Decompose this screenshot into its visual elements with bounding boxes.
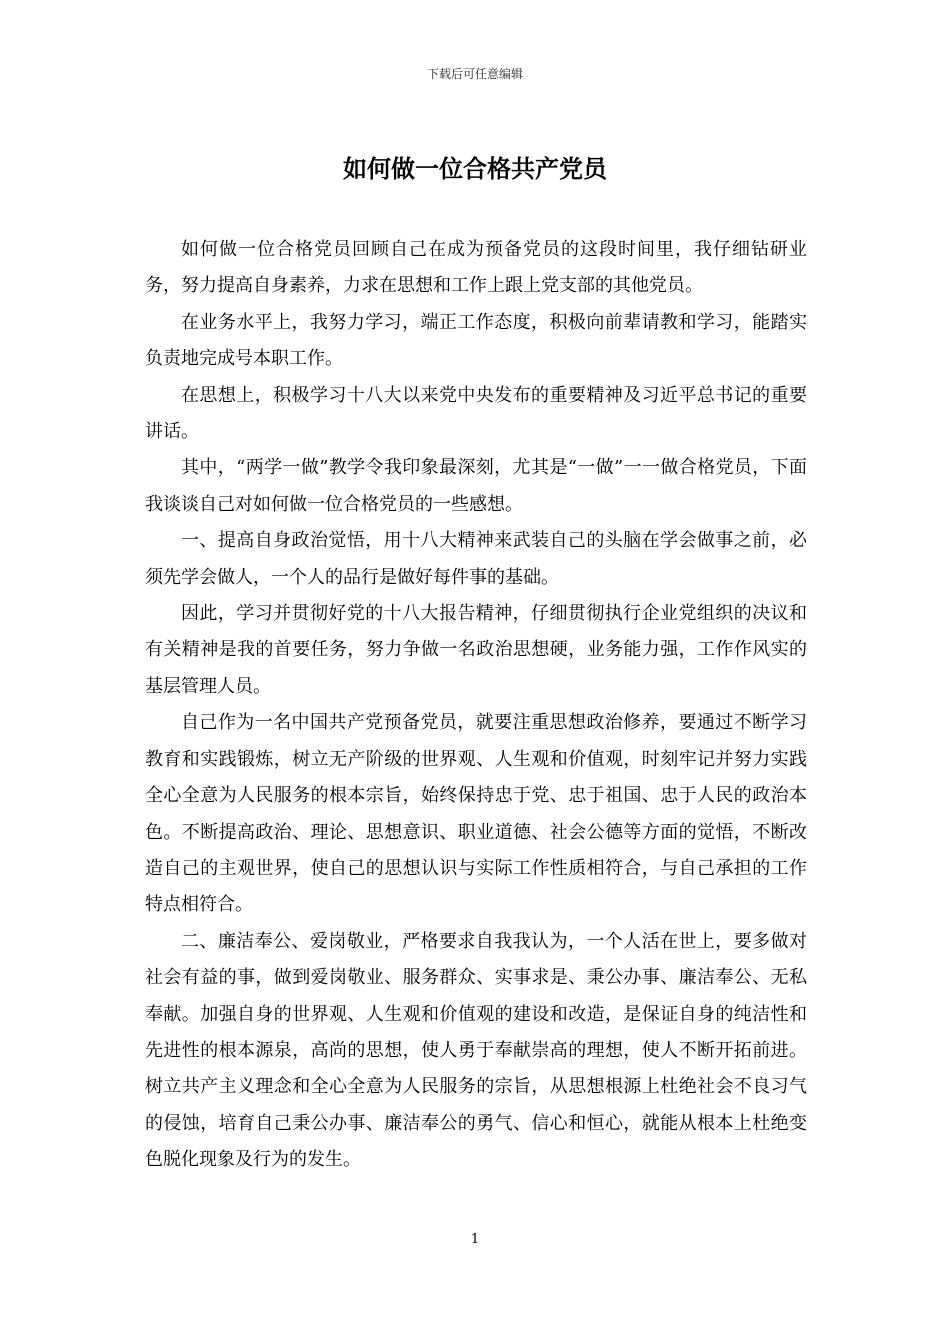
- paragraph-7: 自己作为一名中国共产党预备党员，就要注重思想政治修养，要通过不断学习教育和实践锻炼，树立无产阶级的世界观、人生观和价值观，时刻牢记并努力实践全心全意为人民服务的根本宗旨，始终保持忠于党、忠于祖国、忠于人民的政治本色。不断提高政治、理论、思想意识、职业道德、社会公德等方面的觉悟，不断改造自己的主观世界，使自己的思想认识与实际工作性质相符合，与自己承担的工作特点相符合。: [145, 712, 807, 916]
- paragraph-5: 一、提高自身政治觉悟，用十八大精神来武装自己的头脑在学会做事之前，必须先学会做人，一个人的品行是做好每件事的基础。: [145, 530, 807, 588]
- document-body: [145, 232, 807, 1179]
- paragraph-8: 二、廉洁奉公、爱岗敬业，严格要求自我我认为，一个人活在世上，要多做对社会有益的事，做到爱岗敬业、服务群众、实事求是、秉公办事、廉洁奉公、无私奉献。加强自身的世界观、人生观和价值观的建设和改造，是保证自身的纯洁性和先进性的根本源泉，高尚的思想，使人勇于奉献崇高的理想，使人不断开拓前进。树立共产主义理念和全心全意为人民服务的宗旨，从思想根源上杜绝社会不良习气的侵蚀，培育自己秉公办事、廉洁奉公的勇气、信心和恒心，就能从根本上杜绝变色脱化现象及行为的发生。: [145, 930, 807, 1171]
- page-number: 1: [470, 1232, 480, 1247]
- paragraph-3: 在思想上，积极学习十八大以来党中央发布的重要精神及习近平总书记的重要讲话。: [145, 384, 807, 443]
- paragraph-4: 其中，“两学一做”教学令我印象最深刻，尤其是“一做”一一做合格党员，下面我谈谈自己对如何做一位合格党员的一些感想。: [145, 457, 807, 515]
- paragraph-6: 因此，学习并贯彻好党的十八大报告精神，仔细贯彻执行企业党组织的决议和有关精神是我的首要任务，努力争做一名政治思想硬，业务能力强，工作作风实的基层管理人员。: [145, 603, 807, 697]
- paragraph-2: 在业务水平上，我努力学习，端正工作态度，积极向前辈请教和学习，能踏实负责地完成号本职工作。: [145, 311, 807, 370]
- header-note: 下载后可任意编辑: [426, 67, 523, 81]
- document-title: 如何做一位合格共产党员: [343, 154, 607, 183]
- paragraph-1: 如何做一位合格党员回顾自己在成为预备党员的这段时间里，我仔细钻研业务，努力提高自身素养，力求在思想和工作上跟上党支部的其他党员。: [145, 239, 807, 297]
